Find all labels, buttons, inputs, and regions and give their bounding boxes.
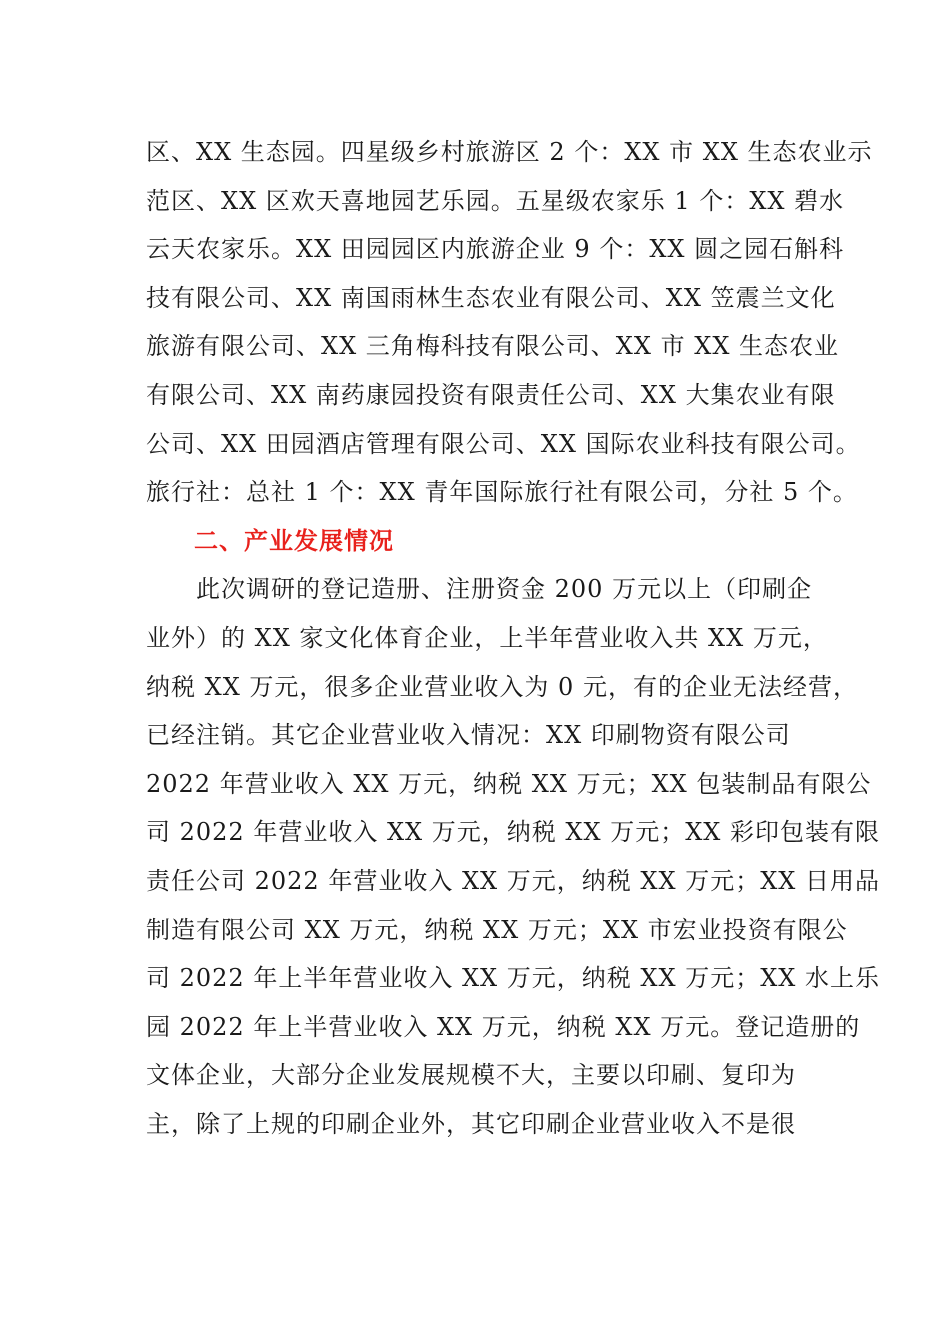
text-line: 云天农家乐。XX 田园园区内旅游企业 9 个：XX 圆之园石斛科 (146, 235, 845, 264)
paragraph-line: 司 2022 年营业收入 XX 万元，纳税 XX 万元；XX 彩印包装有限 (146, 818, 880, 847)
text-line: 区、XX 生态园。四星级乡村旅游区 2 个：XX 市 XX 生态农业示 (146, 138, 873, 166)
text-line: 公司、XX 田园酒店管理有限公司、XX 国际农业科技有限公司。 (146, 429, 861, 458)
text-line: 旅游有限公司、XX 三角梅科技有限公司、XX 市 XX 生态农业 (146, 332, 840, 361)
paragraph-line: 纳税 XX 万元，很多企业营业收入为 0 元，有的企业无法经营， (146, 672, 858, 701)
paragraph-line: 此次调研的登记造册、注册资金 200 万元以上（印刷企 (196, 575, 813, 604)
text-line: 旅行社：总社 1 个：XX 青年国际旅行社有限公司，分社 5 个。 (146, 478, 858, 507)
paragraph-line: 已经注销。其它企业营业收入情况：XX 印刷物资有限公司 (146, 721, 791, 750)
paragraph-line: 文体企业，大部分企业发展规模不大，主要以印刷、复印为 (146, 1061, 796, 1090)
text-line: 范区、XX 区欢天喜地园艺乐园。五星级农家乐 1 个：XX 碧水 (146, 186, 845, 215)
text-line: 技有限公司、XX 南国雨林生态农业有限公司、XX 笠震兰文化 (146, 283, 836, 312)
paragraph-line: 业外）的 XX 家文化体育企业，上半年营业收入共 XX 万元， (146, 623, 828, 652)
paragraph-line: 园 2022 年上半营业收入 XX 万元，纳税 XX 万元。登记造册的 (146, 1012, 861, 1041)
document-body (146, 128, 880, 1148)
paragraph-line: 制造有限公司 XX 万元，纳税 XX 万元；XX 市宏业投资有限公 (146, 915, 848, 944)
paragraph-line: 主，除了上规的印刷企业外，其它印刷企业营业收入不是很 (146, 1109, 796, 1138)
text-line: 有限公司、XX 南药康园投资有限责任公司、XX 大集农业有限 (146, 380, 836, 409)
paragraph-line: 2022 年营业收入 XX 万元，纳税 XX 万元；XX 包装制品有限公 (146, 769, 872, 798)
paragraph-line: 司 2022 年上半年营业收入 XX 万元，纳税 XX 万元；XX 水上乐 (146, 964, 880, 993)
section-heading: 二、产业发展情况 (194, 526, 394, 555)
paragraph-line: 责任公司 2022 年营业收入 XX 万元，纳税 XX 万元；XX 日用品 (146, 866, 880, 895)
